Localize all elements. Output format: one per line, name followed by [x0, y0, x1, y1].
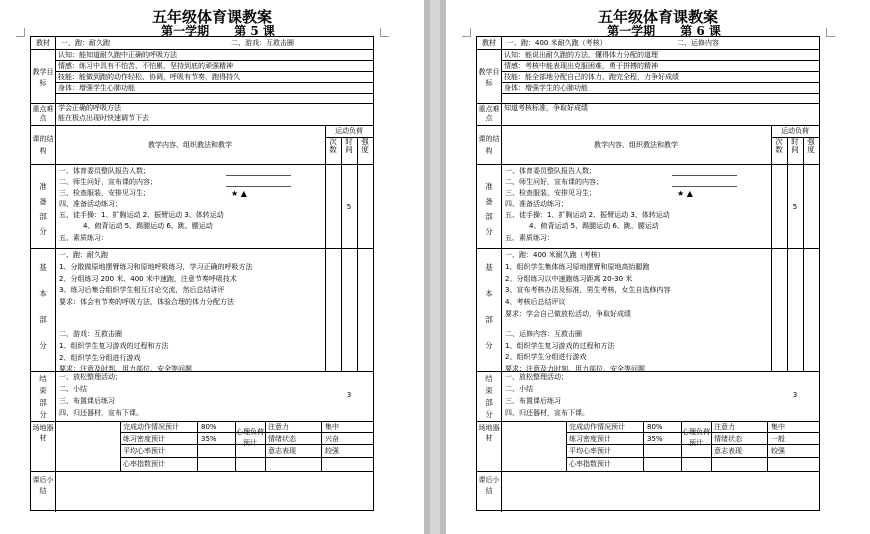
objective-cognitive: 认知：能知道耐久跑中正确的呼吸方法: [58, 51, 177, 59]
metric-completion-label: 完成动作情况预计: [569, 423, 625, 431]
semester-label: 第一学期: [161, 24, 210, 38]
end-time-value: 3: [792, 391, 798, 399]
document-page-2: [446, 0, 870, 534]
basic-line-8: 1、组织学生复习游戏的过程和方法: [505, 341, 615, 350]
prep-line-6: 4、俯背运动 5、踢腿运动 6、跳、腰运动: [529, 222, 659, 230]
prep-line-2: 二、师生问好，宣布课的内容；: [505, 178, 603, 186]
basic-line-2: 1、分散做原地摆臂练习和原地呼吸练习，学习正确的呼吸方法: [59, 262, 253, 271]
load-mood-label: 情绪状态: [714, 435, 742, 443]
load-mood-label: 情绪状态: [268, 435, 296, 443]
prep-line-7: 五、素质练习：: [59, 234, 108, 242]
prep-line-1: 一、体育委员整队报告人数；: [59, 167, 150, 175]
key-point-2: 能在极点出现时快速调节下去: [58, 114, 149, 122]
metric-completion-value: 80%: [647, 423, 663, 431]
objective-skill: 技能：能做到跑的动作轻松、协调，呼吸有节奏，跑得持久: [58, 73, 240, 81]
content-row-label: 教材: [36, 39, 50, 47]
key-point-1: 学会正确的呼吸方法: [58, 104, 121, 112]
basic-line-7: 二、运修内容：互救击圈: [505, 329, 582, 338]
formation-markers: ★ ▲: [677, 189, 693, 198]
load-mood-value: 兴奋: [325, 435, 339, 443]
objectives-row-label: 教学目标: [32, 68, 54, 87]
structure-column-label: 课的结构: [478, 135, 500, 155]
basic-line-9: 要求：注意及时判、用力部位、安全等问题: [59, 365, 192, 374]
objective-physical: 身体：增强学生的心肺功能: [504, 84, 588, 92]
content-item-1: 一、跑：耐久跑: [61, 39, 110, 47]
basic-line-10: 要求：注意及力时刻、用力部位、安全等问题: [505, 365, 645, 374]
times-column-header: 次数: [775, 137, 783, 154]
objective-physical: 身体：增强学生心肺功能: [58, 84, 135, 92]
prep-line-2: 二、师生问好，宣布课的内容；: [59, 178, 157, 186]
prep-line-6: 4、俯背运动 5、踢腿运动 6、跳、腰运动: [83, 222, 213, 230]
basic-line-2: 1、组织学生集体练习原地摆臂和原地高抬腿跑: [505, 262, 650, 271]
end-section-label: 结束部分: [39, 374, 47, 419]
prep-line-4: 四、准备活动练习；: [59, 200, 122, 208]
metric-density-label: 练习密度预计: [123, 435, 165, 443]
page-gutter: [424, 0, 446, 534]
basic-line-7: 1、组织学生复习游戏的过程和方法: [59, 341, 169, 350]
post-lesson-summary-label: 课后小结: [478, 476, 500, 495]
basic-section-label: 基本部分: [39, 263, 47, 350]
end-line-3: 三、布置课后练习: [59, 397, 115, 405]
end-line-2: 二、小结: [59, 385, 87, 393]
objective-skill: 技能：能全部地分配自己的体力，跑完全程，力争好成绩: [504, 73, 679, 81]
load-will-label: 意志表现: [714, 447, 742, 455]
lesson-plan-table: [30, 36, 374, 511]
metric-heartrate-label: 平均心率预计: [123, 447, 165, 455]
psych-load-label: 心理负荷预计: [236, 428, 264, 447]
end-line-4: 四、归还器材，宣布下课。: [59, 409, 143, 417]
basic-line-1: 一、跑：耐久跑: [59, 251, 108, 259]
document-page-1: [0, 0, 424, 534]
objective-affective: 情感：练习中具有不怕苦、不怕累，坚持到底的顽强精神: [58, 62, 233, 70]
basic-line-4: 3、宣布考核办法及标准，男生考核，女生自选修内容: [505, 286, 671, 295]
prep-line-7: 五、素质练习：: [505, 234, 554, 242]
lesson-plan-title: 五年级体育课教案: [597, 8, 718, 26]
basic-line-3: 2、分组练习 200 米、400 米中速跑，注意节奏呼吸技术: [59, 274, 237, 283]
intensity-column-header: 强度: [807, 137, 815, 154]
lesson-plan-title: 五年级体育课教案: [151, 8, 272, 26]
basic-line-6: 二、游戏：互救击圈: [59, 330, 122, 338]
load-attention-value: 集中: [325, 423, 339, 431]
prep-time-value: 5: [346, 203, 352, 211]
structure-column-label: 课的结构: [32, 135, 54, 155]
post-lesson-summary-label: 课后小结: [32, 476, 54, 495]
load-attention-label: 注意力: [714, 423, 735, 431]
load-mood-value: 一般: [771, 435, 785, 443]
semester-label: 第一学期: [607, 24, 656, 38]
prep-line-5: 五、徒手操：1、扩胸运动 2、振臂运动 3、体转运动: [505, 211, 670, 219]
end-line-4: 四、归还器材，宣布下课。: [505, 409, 589, 417]
lesson-number: 第 6 课: [680, 24, 721, 38]
prep-time-value: 5: [792, 203, 798, 211]
load-column-header: 运动负荷: [781, 127, 809, 135]
objective-cognitive: 认知：能说出耐久跑的方法，懂得体力分配的道理: [504, 51, 658, 59]
prep-section-label: 准备部分: [485, 182, 493, 236]
metric-heartrate-label: 平均心率预计: [569, 447, 611, 455]
prep-line-1: 一、体育委员整队报告人数；: [505, 167, 596, 175]
equipment-label: 场地器材: [32, 424, 54, 442]
lesson-number: 第 5 课: [234, 24, 275, 38]
end-line-1: 一、放松整理活动；: [59, 373, 122, 381]
load-will-value: 较强: [325, 447, 339, 455]
duration-column-header: 时间: [345, 137, 353, 154]
prep-line-3: 三、检查服装，安排见习生；: [505, 189, 596, 197]
prep-line-5: 五、徒手操：1、扩胸运动 2、振臂运动 3、体转运动: [59, 211, 224, 219]
end-time-value: 3: [346, 391, 352, 399]
scrollbar-track[interactable]: [430, 0, 440, 534]
psych-load-label: 心理负荷预计: [682, 428, 710, 447]
equipment-label: 场地器材: [478, 424, 500, 442]
basic-line-9: 2、组织学生分组进行游戏: [505, 353, 587, 362]
lesson-plan-table: [476, 36, 820, 511]
metric-index-label: 心率指数预计: [569, 460, 611, 468]
main-content-column-header: 教学内容、组织教法和教学: [594, 141, 678, 149]
objectives-row-label: 教学目标: [478, 68, 500, 87]
metric-density-value: 35%: [201, 435, 217, 443]
duration-column-header: 时间: [791, 137, 799, 154]
basic-line-8: 2、组织学生分组进行游戏: [59, 353, 141, 362]
prep-line-3: 三、检查服装，安排见习生；: [59, 189, 150, 197]
metric-completion-label: 完成动作情况预计: [123, 423, 179, 431]
basic-line-1: 一、跑：400 米耐久跑（考核）: [505, 251, 605, 259]
end-line-3: 三、布置课后练习: [505, 397, 561, 405]
content-item-2: 二、运修内容: [677, 39, 719, 47]
metric-density-value: 35%: [647, 435, 663, 443]
times-column-header: 次数: [329, 137, 337, 154]
content-item-1: 一、跑：400 米耐久跑（考核）: [507, 39, 607, 47]
formation-markers: ★ ▲: [231, 189, 247, 198]
load-attention-value: 集中: [771, 423, 785, 431]
load-will-label: 意志表现: [268, 447, 296, 455]
intensity-column-header: 强度: [361, 137, 369, 154]
load-attention-label: 注意力: [268, 423, 289, 431]
basic-line-6: 要求：学会自己做放松活动，争取好成绩: [505, 310, 631, 318]
metric-completion-value: 80%: [201, 423, 217, 431]
objective-affective: 情感：考核中能表现出克服困难，勇于拼搏的精神: [504, 62, 658, 70]
content-row-label: 教材: [482, 39, 496, 47]
key-points-row-label: 重点难点: [32, 105, 54, 122]
basic-line-5: 要求：体会有节奏的呼吸方法，体验合理的体力分配方法: [59, 298, 234, 307]
prep-line-4: 四、准备活动练习；: [505, 200, 568, 208]
basic-line-3: 2、分组练习以中速跑练习距离 20-30 米: [505, 274, 633, 283]
metric-density-label: 练习密度预计: [569, 435, 611, 443]
metric-index-label: 心率指数预计: [123, 460, 165, 468]
end-section-label: 结束部分: [485, 374, 493, 419]
basic-section-label: 基本部分: [485, 263, 493, 350]
load-column-header: 运动负荷: [335, 127, 363, 135]
load-will-value: 较强: [771, 447, 785, 455]
end-line-2: 二、小结: [505, 385, 533, 393]
end-line-1: 一、放松整理活动；: [505, 373, 568, 381]
prep-section-label: 准备部分: [39, 182, 47, 236]
content-item-2: 二、游戏：互救击圈: [231, 39, 294, 47]
key-point-1: 知道考核标准，争取好成绩: [504, 104, 588, 112]
basic-line-5: 4、考核后总结评议: [505, 298, 566, 307]
basic-line-4: 3、练习后集合组织学生相互讨论交流，然后总结讲评: [59, 286, 225, 295]
key-points-row-label: 重点难点: [478, 105, 500, 122]
main-content-column-header: 教学内容、组织教法和教学: [148, 141, 232, 149]
